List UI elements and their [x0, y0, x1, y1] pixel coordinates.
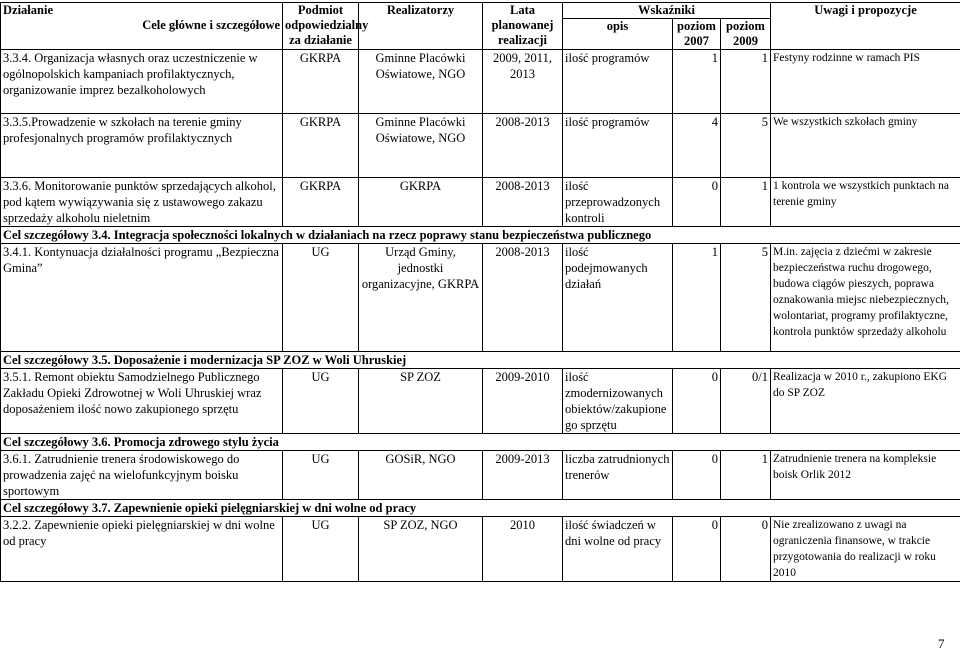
- cell-poziom-2007: 0: [673, 369, 721, 434]
- goal-heading: Cel szczegółowy 3.6. Promocja zdrowego stylu życia: [1, 434, 960, 451]
- cell-podmiot: UG: [283, 517, 359, 582]
- cell-uwagi: We wszystkich szkołach gminy: [771, 114, 960, 178]
- cell-poziom-2007: 0: [673, 451, 721, 500]
- cell-dzialanie: 3.6.1. Zatrudnienie trenera środowiskowego do prowadzenia zajęć na wielofunkcyjnym boisku sportowym: [1, 451, 283, 500]
- cell-realizatorzy: GKRPA: [359, 178, 483, 227]
- cell-realizatorzy: SP ZOZ, NGO: [359, 517, 483, 582]
- header-opis: opis: [563, 19, 673, 50]
- cell-podmiot: GKRPA: [283, 178, 359, 227]
- cell-dzialanie: 3.2.2. Zapewnienie opieki pielęgniarskiej w dni wolne od pracy: [1, 517, 283, 582]
- header-row: [1, 3, 960, 19]
- cell-poziom-2009: 1: [721, 451, 771, 500]
- cell-podmiot: UG: [283, 451, 359, 500]
- cell-poziom-2009: 1: [721, 178, 771, 227]
- header-wskazniki: Wskaźniki: [563, 3, 771, 19]
- cell-uwagi: Nie zrealizowano z uwagi na ograniczenia finansowe, w trakcie przygotowania do realizacji w roku 2010: [771, 517, 960, 582]
- cell-opis: ilość podejmowanych działań: [563, 244, 673, 352]
- cell-dzialanie: 3.3.6. Monitorowanie punktów sprzedających alkohol, pod kątem wywiązywania się z ustawowego zakazu sprzedaży alkoholu nieletnim: [1, 178, 283, 227]
- cell-poziom-2009: 5: [721, 114, 771, 178]
- cell-podmiot: GKRPA: [283, 114, 359, 178]
- cell-dzialanie: 3.5.1. Remont obiektu Samodzielnego Publicznego Zakładu Opieki Zdrowotnej w Woli Uhruskiej wraz doposażeniem ilość nowo zakupionego sprzętu: [1, 369, 283, 434]
- cell-realizatorzy: SP ZOZ: [359, 369, 483, 434]
- cell-lata: 2009-2010: [483, 369, 563, 434]
- cell-uwagi: Realizacja w 2010 r., zakupiono EKG do SP ZOZ: [771, 369, 960, 434]
- goal-heading: Cel szczegółowy 3.5. Doposażenie i modernizacja SP ZOZ w Woli Uhruskiej: [1, 352, 960, 369]
- table-row: [1, 369, 960, 434]
- cell-poziom-2007: 1: [673, 50, 721, 114]
- cell-uwagi: Festyny rodzinne w ramach PIS: [771, 50, 960, 114]
- table-row: [1, 451, 960, 500]
- goal-row-3-7: [1, 500, 960, 517]
- cell-poziom-2007: 4: [673, 114, 721, 178]
- cell-lata: 2009, 2011, 2013: [483, 50, 563, 114]
- cell-poziom-2007: 1: [673, 244, 721, 352]
- table-row: [1, 517, 960, 582]
- cell-poziom-2009: 0: [721, 517, 771, 582]
- cell-realizatorzy: Urząd Gminy, jednostki organizacyjne, GKRPA: [359, 244, 483, 352]
- header-poziom-2009: poziom 2009: [721, 19, 771, 50]
- cell-opis: ilość przeprowadzonych kontroli: [563, 178, 673, 227]
- goal-heading: Cel szczegółowy 3.7. Zapewnienie opieki pielęgniarskiej w dni wolne od pracy: [1, 500, 960, 517]
- cell-realizatorzy: Gminne Placówki Oświatowe, NGO: [359, 114, 483, 178]
- goal-row-3-4: [1, 227, 960, 244]
- header-poziom-2007: poziom 2007: [673, 19, 721, 50]
- cell-opis: ilość zmodernizowanych obiektów/zakupione go sprzętu: [563, 369, 673, 434]
- table-row: [1, 114, 960, 178]
- cell-dzialanie: 3.3.4. Organizacja własnych oraz uczestniczenie w ogólnopolskich kampaniach profilaktycznych, organizowanie imprez bezalkoholowych: [1, 50, 283, 114]
- page-number: 7: [938, 636, 945, 651]
- table-row: [1, 178, 960, 227]
- header-realizatorzy: Realizatorzy: [359, 3, 483, 50]
- cell-poziom-2007: 0: [673, 517, 721, 582]
- goal-row-3-5: [1, 352, 960, 369]
- cell-dzialanie: 3.3.5.Prowadzenie w szkołach na terenie gminy profesjonalnych programów profilaktycznych: [1, 114, 283, 178]
- cell-poziom-2009: 5: [721, 244, 771, 352]
- cell-podmiot: UG: [283, 244, 359, 352]
- header-dzialanie: Działanie Cele główne i szczegółowe: [1, 3, 283, 50]
- header-podmiot: Podmiot odpowiedzialny za działanie: [283, 3, 359, 50]
- cell-podmiot: UG: [283, 369, 359, 434]
- cell-realizatorzy: Gminne Placówki Oświatowe, NGO: [359, 50, 483, 114]
- cell-lata: 2008-2013: [483, 114, 563, 178]
- cell-podmiot: GKRPA: [283, 50, 359, 114]
- cell-uwagi: M.in. zajęcia z dziećmi w zakresie bezpieczeństwa ruchu drogowego, budowa ciągów pieszych, poprawa oznakowania miejsc niebezpiecznych, wolontariat, programy profilaktyczne, kontrola punktów sprzedaży alkoholu: [771, 244, 960, 352]
- cell-opis: liczba zatrudnionych trenerów: [563, 451, 673, 500]
- cell-uwagi: Zatrudnienie trenera na kompleksie boisk Orlik 2012: [771, 451, 960, 500]
- cell-uwagi: 1 kontrola we wszystkich punktach na terenie gminy: [771, 178, 960, 227]
- goal-row-3-6: [1, 434, 960, 451]
- cell-poziom-2007: 0: [673, 178, 721, 227]
- action-plan-table: [0, 2, 960, 582]
- cell-dzialanie: 3.4.1. Kontynuacja działalności programu „Bezpieczna Gmina”: [1, 244, 283, 352]
- cell-lata: 2009-2013: [483, 451, 563, 500]
- header-lata: Lata planowanej realizacji: [483, 3, 563, 50]
- cell-poziom-2009: 0/1: [721, 369, 771, 434]
- cell-lata: 2010: [483, 517, 563, 582]
- header-uwagi: Uwagi i propozycje: [771, 3, 960, 50]
- cell-opis: ilość programów: [563, 114, 673, 178]
- cell-lata: 2008-2013: [483, 178, 563, 227]
- cell-opis: ilość świadczeń w dni wolne od pracy: [563, 517, 673, 582]
- cell-lata: 2008-2013: [483, 244, 563, 352]
- cell-realizatorzy: GOSiR, NGO: [359, 451, 483, 500]
- table-row: [1, 244, 960, 352]
- goal-heading: Cel szczegółowy 3.4. Integracja społeczności lokalnych w działaniach na rzecz poprawy stanu bezpieczeństwa publicznego: [1, 227, 960, 244]
- cell-poziom-2009: 1: [721, 50, 771, 114]
- table-row: [1, 50, 960, 114]
- cell-opis: ilość programów: [563, 50, 673, 114]
